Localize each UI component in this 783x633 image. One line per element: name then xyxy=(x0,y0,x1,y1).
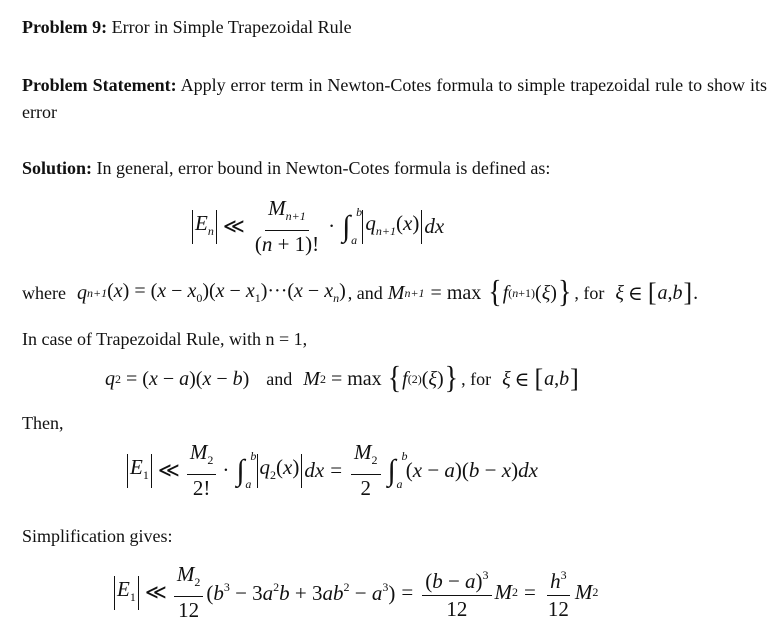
error-bound-equation: $E_n$ ≪ $\frac{M_{n+1}}{(n + 1)!}$ · ∫ b a $q_{n+1}(x)$ dx xyxy=(190,196,444,257)
error-fraction: $\frac{M_{n+1}}{(n + 1)!}$ xyxy=(254,196,320,256)
statement-label: Problem Statement: xyxy=(22,75,177,95)
trapezoidal-case-text: In case of Trapezoidal Rule, with n = 1, xyxy=(22,329,308,349)
trapezoidal-q2-equation: q 2 = (x − a)(x − b) and M 2 = max { f (2) (ξ) } , for ξ ∈ [ a , b ] xyxy=(105,360,579,397)
final-error-equation: $E_1$ ≪ $\frac{M_2}{12}$ $(b^3 - 3a^2b + 3ab^2 - a^3)$ = $\frac{(b - a)^3}{12}$ M 2 = $\frac{h^3}{12}$ M 2 xyxy=(112,562,598,623)
problem-label: Problem 9: xyxy=(22,17,108,37)
problem-statement xyxy=(22,72,767,126)
problem-title: Error in Simple Trapezoidal Rule xyxy=(111,17,352,37)
solution-text: In general, error bound in Newton-Cotes formula is defined as: xyxy=(96,158,551,178)
simplification-text: Simplification gives: xyxy=(22,526,173,546)
statement-text: Apply error term in Newton-Cotes formula to simple trapezoidal rule to show its error xyxy=(22,75,768,122)
solution-paragraph xyxy=(22,155,550,182)
error-abs: $E_n$ xyxy=(192,210,217,244)
trapezoidal-error-equation: $E_1$ ≪ $\frac{M_2}{2!}$ · ∫ b a $q_2(x)$ dx = $\frac{M_2}{2}$ ∫ b a (x − a)(b − x)dx xyxy=(125,440,538,501)
problem-heading xyxy=(22,14,352,41)
integral-sign: ∫ b a xyxy=(342,204,363,247)
solution-label: Solution: xyxy=(22,158,93,178)
then-text: Then, xyxy=(22,413,64,433)
where-line: where q n+1 $(x) = (x - x_0)(x - x_1)\cdot\cdot\cdot(x - x_n)$ , and M n+1 = max { f (n+1) (ξ) } , for ξ ∈ [ a , b ] . xyxy=(22,274,699,311)
